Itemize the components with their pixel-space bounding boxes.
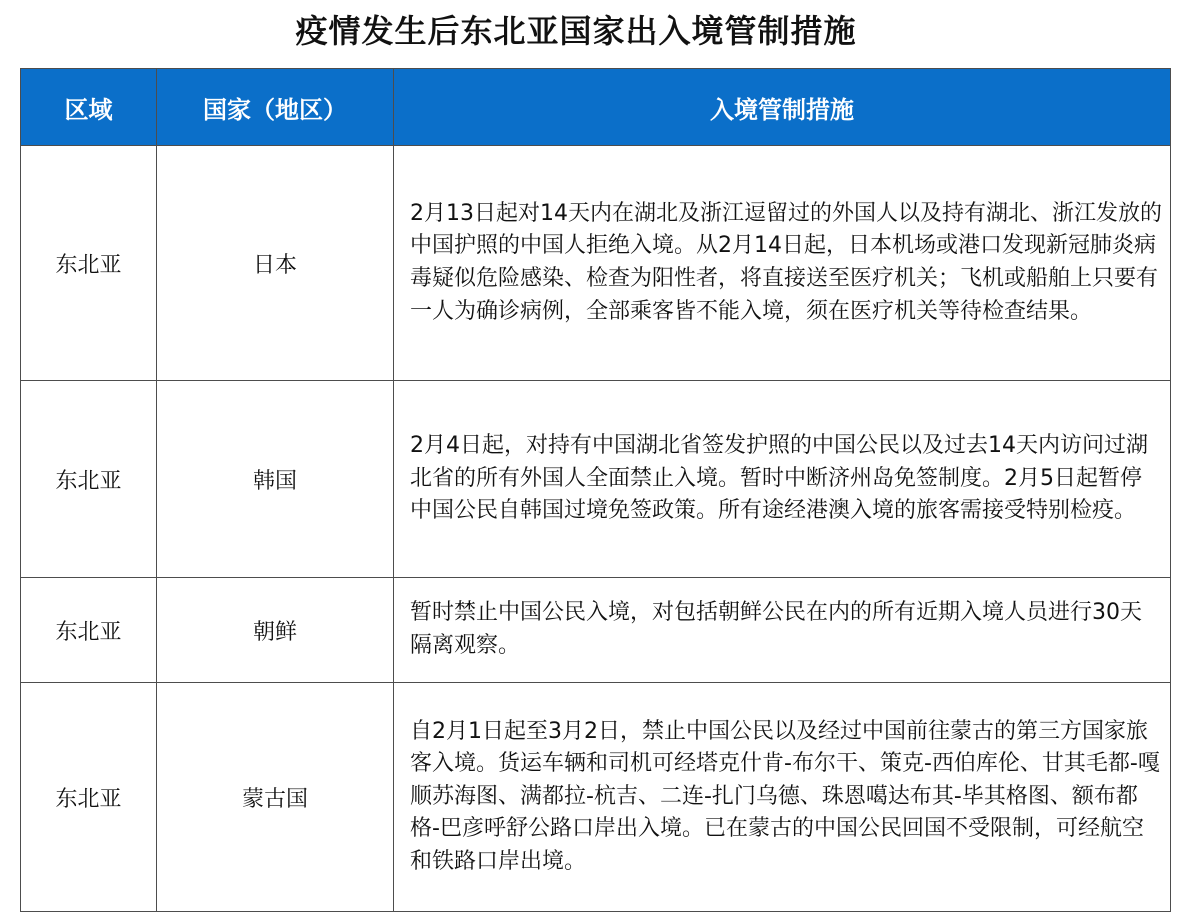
header-region: 区域 xyxy=(21,69,157,146)
table-row xyxy=(21,381,1171,578)
measures-cell: 2月13日起对14天内在湖北及浙江逗留过的外国人以及持有湖北、浙江发放的中国护照的中国人拒绝入境。从2月14日起，日本机场或港口发现新冠肺炎病毒疑似危险感染、检查为阳性者，将直接送至医疗机关；飞机或船舶上只要有一人为确诊病例，全部乘客皆不能入境，须在医疗机关等待检查结果。 xyxy=(394,146,1171,381)
measures-cell: 2月4日起，对持有中国湖北省签发护照的中国公民以及过去14天内访问过湖北省的所有外国人全面禁止入境。暂时中断济州岛免签制度。2月5日起暂停中国公民自韩国过境免签政策。所有途经港澳入境的旅客需接受特别检疫。 xyxy=(394,381,1171,578)
table-header xyxy=(21,69,1171,146)
table-row xyxy=(21,578,1171,683)
header-country: 国家（地区） xyxy=(157,69,394,146)
table-row xyxy=(21,146,1171,381)
measures-cell: 自2月1日起至3月2日，禁止中国公民以及经过中国前往蒙古的第三方国家旅客入境。货运车辆和司机可经塔克什肯-布尔干、策克-西伯库伦、甘其毛都-嘎顺苏海图、满都拉-杭吉、二连-扎门乌德、珠恩噶达布其-毕其格图、额布都格-巴彦呼舒公路口岸出入境。已在蒙古的中国公民回国不受限制，可经航空和铁路口岸出境。 xyxy=(394,683,1171,912)
country-cell: 蒙古国 xyxy=(157,683,394,912)
country-cell: 韩国 xyxy=(157,381,394,578)
region-cell: 东北亚 xyxy=(21,578,157,683)
entry-control-table xyxy=(20,68,1171,912)
table-body xyxy=(21,146,1171,912)
table-row xyxy=(21,683,1171,912)
country-cell: 朝鲜 xyxy=(157,578,394,683)
region-cell: 东北亚 xyxy=(21,146,157,381)
table-header-row xyxy=(21,69,1171,146)
country-cell: 日本 xyxy=(157,146,394,381)
region-cell: 东北亚 xyxy=(21,381,157,578)
measures-cell: 暂时禁止中国公民入境，对包括朝鲜公民在内的所有近期入境人员进行30天隔离观察。 xyxy=(394,578,1171,683)
header-measures: 入境管制措施 xyxy=(394,69,1171,146)
page-title: 疫情发生后东北亚国家出入境管制措施 xyxy=(295,12,857,50)
region-cell: 东北亚 xyxy=(21,683,157,912)
